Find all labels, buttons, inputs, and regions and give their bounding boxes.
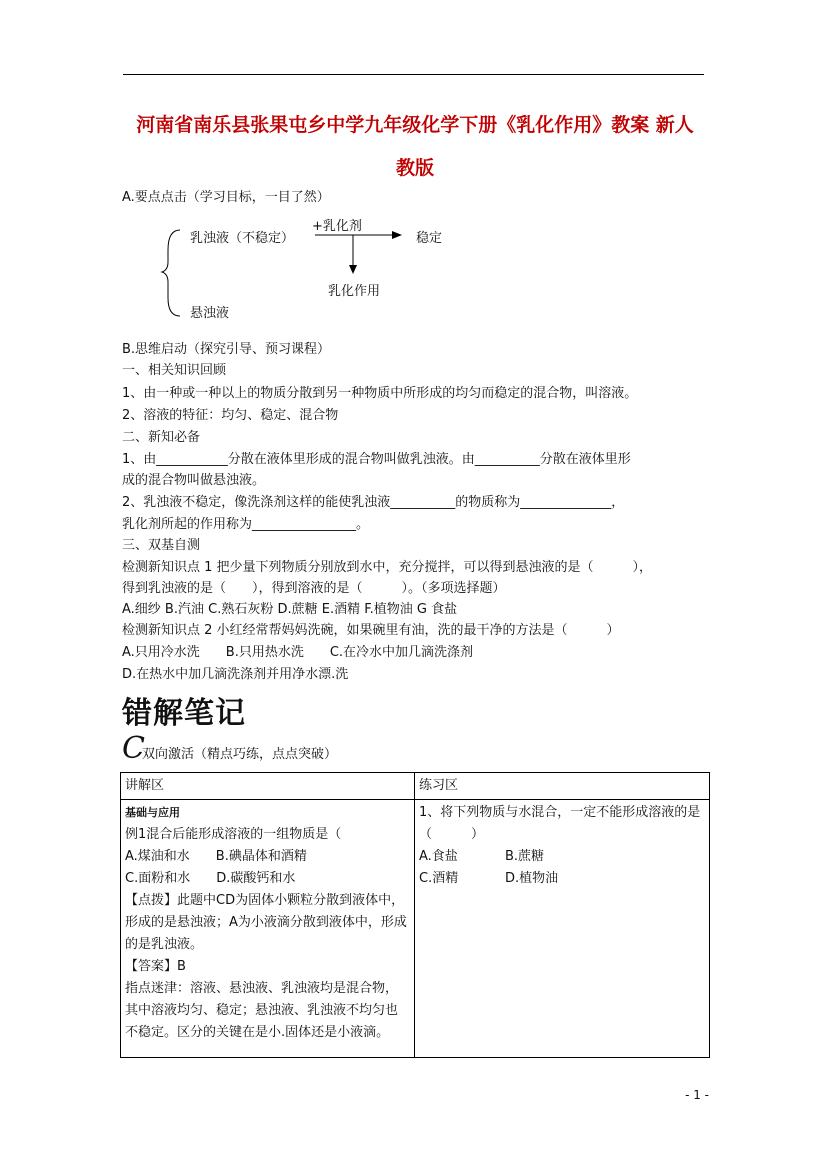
practice1-option-c: C.酒精 (419, 871, 459, 886)
practice-cell (415, 800, 710, 1058)
top-rule (123, 74, 704, 75)
part2-item1a: 1、由___________分散在液体里形成的混合物叫做乳浊液。由__________分散在液体里形 (122, 452, 631, 467)
notes-title: 错解笔记 (122, 696, 246, 731)
practice1-option-b: B.蔗糖 (505, 849, 545, 864)
example1-answer: 【答案】B (125, 959, 186, 974)
part3-title: 三、双基自测 (122, 538, 201, 553)
practice1-options-row2 (419, 868, 705, 890)
example1-options-cd: C.面粉和水 D.碳酸钙和水 (125, 871, 296, 886)
column-header-practice: 练习区 (415, 773, 710, 800)
quiz1-options: A.细纱 B.汽油 C.熟石灰粉 D.蔗糖 E.酒精 F.植物油 G 食盐 (122, 602, 458, 617)
section-c-heading: 双向激活（精点巧练，点点突破） (142, 747, 338, 762)
diagram-emulsion-label: 乳浊液（不稳定） (190, 231, 295, 246)
part1-title: 一、相关知识回顾 (122, 363, 227, 378)
section-c-logo: C (122, 731, 145, 766)
part2-item1b: 成的混合物叫做悬浊液。 (122, 473, 266, 488)
quiz1-line1: 检测新知识点 1 把少量下列物质分别放到水中，充分搅拌，可以得到悬浊液的是（ ）， (122, 560, 653, 575)
practice1-option-d: D.植物油 (505, 871, 559, 886)
exercise-table (120, 772, 710, 1058)
part2-title: 二、新知必备 (122, 430, 201, 445)
basics-tag: 基础与应用 (125, 806, 180, 819)
emulsion-diagram (160, 210, 460, 325)
page-title-line1: 河南省南乐县张果屯乡中学九年级化学下册《乳化作用》教案 新人 (136, 114, 694, 136)
practice1-question: 1、将下列物质与水混合，一定不能形成溶液的是（ ） (419, 805, 701, 842)
example1-hint: 【点拨】此题中CD为固体小颗粒分散到液体中，形成的是悬浊液；A为小液滴分散到液体中，形成的是乳浊液。 (125, 893, 407, 952)
diagram-stable-label: 稳定 (416, 231, 443, 246)
example1-options-ab: A.煤油和水 B.碘晶体和酒精 (125, 849, 307, 864)
practice1-options-row1 (419, 846, 705, 868)
example1-question: 例1混合后能形成溶液的一组物质是（ (125, 827, 381, 842)
part1-item2: 2、溶液的特征：均匀、稳定、混合物 (122, 408, 339, 423)
diagram-suspension-label: 悬浊液 (190, 306, 230, 321)
section-b-heading: B.思维启动（探究引导、预习课程） (122, 342, 331, 357)
column-header-explain: 讲解区 (121, 773, 415, 800)
page-title-line2: 教版 (395, 157, 434, 179)
quiz2-option-d: D.在热水中加几滴洗涤剂并用净水漂.洗 (122, 667, 349, 682)
example1-tip: 指点迷津：溶液、悬浊液、乳浊液均是混合物，其中溶液均匀、稳定；悬浊液、乳浊液不均匀也不稳定。区分的关键在是小.固体还是小液滴。 (125, 981, 399, 1040)
practice1-option-a: A.食盐 (419, 849, 458, 864)
quiz1-line2: 得到乳浊液的是（ ），得到溶液的是（ ）。（多项选择题） (122, 581, 506, 596)
diagram-agent-label: +乳化剂 (312, 219, 362, 234)
section-a-heading: A.要点点击（学习目标，一目了然） (122, 190, 330, 205)
quiz2-options: A.只用冷水洗 B.只用热水洗 C.在冷水中加几滴洗涤剂 (122, 645, 474, 660)
diagram-effect-label: 乳化作用 (328, 284, 381, 299)
quiz2-question: 检测新知识点 2 小红经常帮妈妈洗碗，如果碗里有油，洗的最干净的方法是（ ） (122, 623, 620, 638)
part1-item1: 1、由一种或一种以上的物质分散到另一种物质中所形成的均匀而稳定的混合物，叫溶液。 (122, 386, 638, 401)
explain-cell (121, 800, 415, 1058)
part2-item2a: 2、乳浊液不稳定，像洗涤剂这样的能使乳浊液__________的物质称为______________， (122, 495, 625, 510)
part2-item2b: 乳化剂所起的作用称为________________。 (122, 517, 370, 532)
page-number: - 1 - (685, 1088, 709, 1102)
